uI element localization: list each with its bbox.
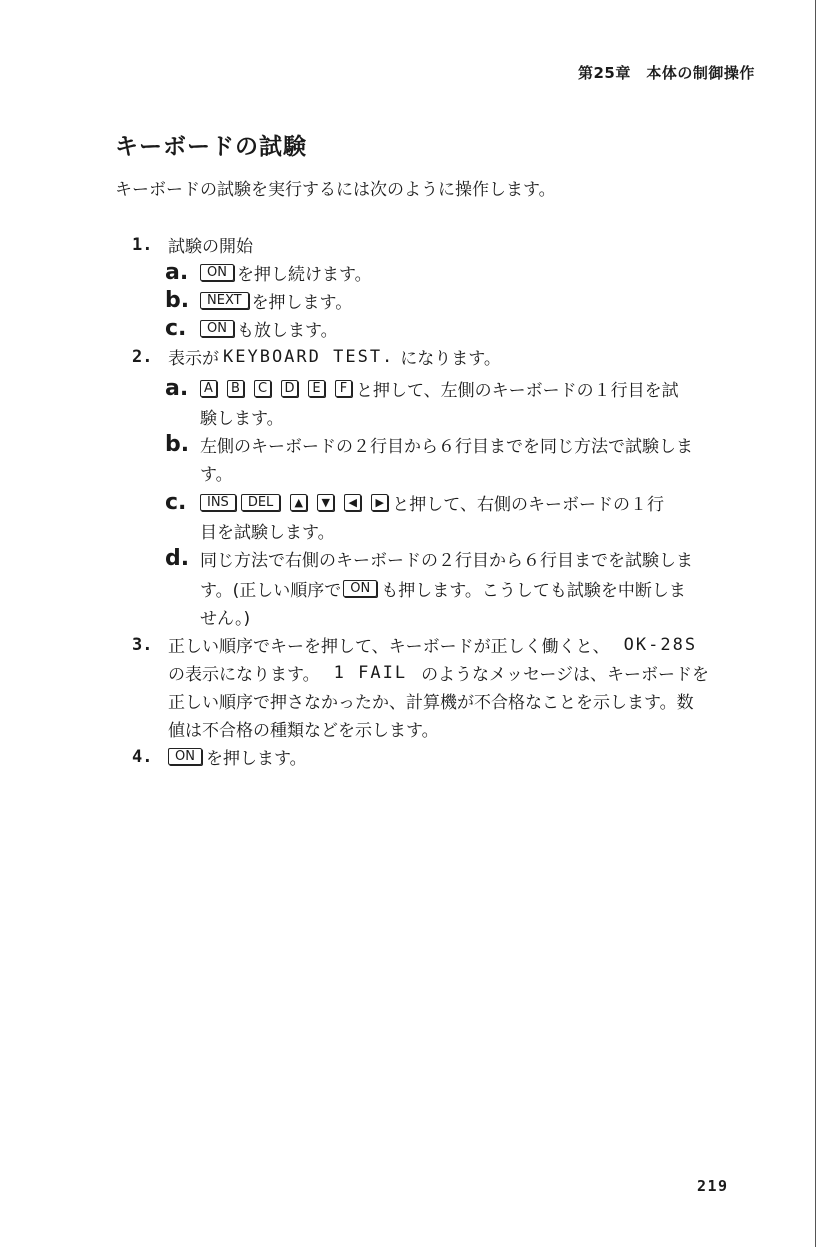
- step-3-cont2: [168, 688, 694, 713]
- key-f: F: [335, 380, 352, 397]
- display-text: OK-28S: [623, 634, 698, 655]
- step-2b-cont: [200, 460, 233, 485]
- step-2c: [165, 490, 664, 515]
- sub-text: す。: [200, 465, 233, 485]
- sub-label: b.: [165, 432, 190, 457]
- sub-text: 同じ方法で右側のキーボードの２行目から６行目までを試験しま: [200, 551, 693, 571]
- chapter-header: 第25章 本体の制御操作: [578, 64, 755, 82]
- sub-label: c.: [165, 490, 187, 515]
- key-ins: INS: [200, 494, 236, 511]
- key-b: B: [227, 380, 244, 397]
- step-number: 4.: [132, 746, 153, 767]
- key-on: ON: [200, 320, 234, 337]
- sub-text: も放します。: [236, 321, 338, 341]
- key-c: C: [254, 380, 271, 397]
- step-text: を押します。: [205, 749, 307, 769]
- step-2b: [165, 432, 693, 457]
- sub-text: 目を試験します。: [200, 523, 335, 543]
- sub-text: を押し続けます。: [236, 265, 372, 285]
- key-right-arrow-icon: ▶: [371, 494, 388, 511]
- step-3-cont: [168, 660, 709, 685]
- step-3-cont3: [168, 716, 439, 741]
- sub-text: せん。): [200, 609, 251, 629]
- page-number: 219: [697, 1177, 729, 1195]
- sub-text: 験します。: [200, 409, 284, 429]
- step-text: 表示が: [168, 349, 219, 369]
- key-up-arrow-icon: ▲: [290, 494, 307, 511]
- step-2a: [165, 376, 679, 401]
- step-4: [132, 744, 307, 769]
- step-1b: [165, 288, 352, 313]
- step-1: [132, 232, 253, 257]
- key-d: D: [281, 380, 298, 397]
- step-1a: [165, 260, 372, 285]
- key-del: DEL: [241, 494, 280, 511]
- sub-text: を押します。: [251, 293, 353, 313]
- step-text: 値は不合格の種類などを示します。: [168, 721, 439, 741]
- step-text: 試験の開始: [168, 237, 253, 257]
- step-2d: [165, 546, 693, 571]
- sub-label: a.: [165, 376, 189, 401]
- key-e: E: [308, 380, 325, 397]
- step-1c: [165, 316, 338, 341]
- sub-label: d.: [165, 546, 190, 571]
- key-on: ON: [168, 748, 202, 765]
- sub-text: 左側のキーボードの２行目から６行目までを同じ方法で試験しま: [200, 437, 693, 457]
- step-number: 2.: [132, 346, 153, 367]
- step-2d-cont: [200, 576, 686, 601]
- sub-label: b.: [165, 288, 190, 313]
- step-text: 正しい順序でキーを押して、キーボードが正しく働くと、: [168, 637, 610, 657]
- key-on: ON: [343, 580, 377, 597]
- step-2: [132, 344, 501, 369]
- section-title: キーボードの試験: [115, 134, 307, 160]
- intro-text: キーボードの試験を実行するには次のように操作します。: [115, 180, 556, 200]
- step-2d-cont2: [200, 604, 250, 629]
- step-text: 正しい順序で押さなかったか、計算機が不合格なことを示します。数: [168, 693, 694, 713]
- sub-text: と押して、左側のキーボードの１行目を試: [356, 381, 679, 401]
- step-number: 3.: [132, 634, 153, 655]
- sub-label: a.: [165, 260, 189, 285]
- key-on: ON: [200, 264, 234, 281]
- sub-label: c.: [165, 316, 187, 341]
- step-number: 1.: [132, 234, 153, 255]
- step-text: になります。: [400, 349, 501, 369]
- step-text: の表示になります。: [168, 665, 320, 685]
- step-2c-cont: [200, 518, 335, 543]
- key-a: A: [200, 380, 217, 397]
- key-left-arrow-icon: ◀: [344, 494, 361, 511]
- page-edge-rule: [815, 0, 816, 1247]
- display-text: 1 FAIL: [333, 662, 408, 683]
- step-2a-cont: [200, 404, 284, 429]
- sub-text: す。(正しい順序で: [200, 581, 342, 601]
- key-down-arrow-icon: ▼: [317, 494, 334, 511]
- display-text: KEYBOARD TEST.: [223, 346, 395, 367]
- step-3: [132, 632, 697, 657]
- step-text: のようなメッセージは、キーボードを: [421, 665, 710, 685]
- sub-text: と押して、右側のキーボードの１行: [392, 495, 664, 515]
- key-next: NEXT: [200, 292, 249, 309]
- sub-text: も押します。こうしても試験を中断しま: [381, 581, 686, 601]
